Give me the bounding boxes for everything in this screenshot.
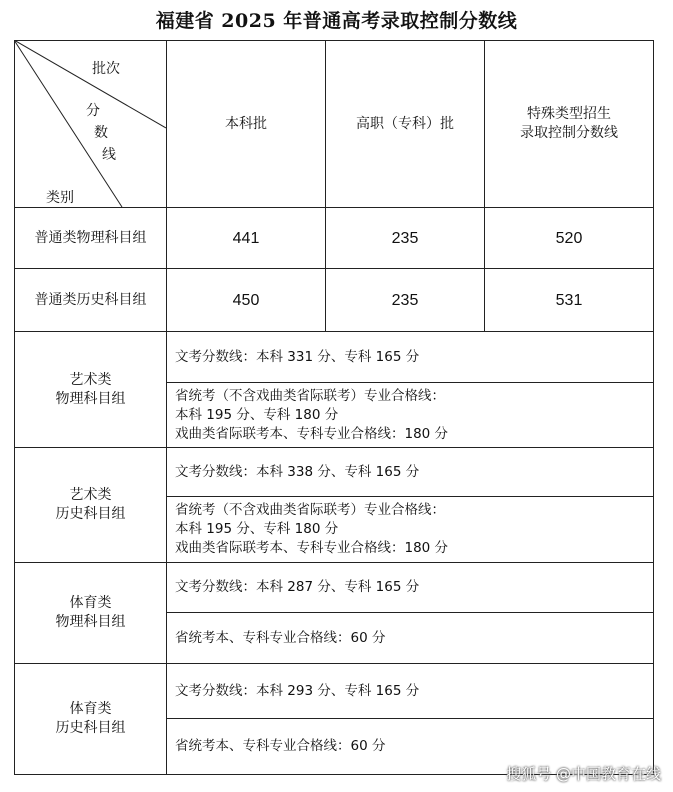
row-label: 普通类物理科目组: [34, 229, 147, 246]
watermark: 搜狐号 @中国教育在线: [506, 765, 661, 783]
score-value: 235: [391, 229, 419, 247]
score-value: 235: [391, 291, 419, 309]
culture-score-line: 文考分数线：本科 331 分、专科 165 分: [175, 348, 420, 365]
score-value: 441: [232, 229, 260, 247]
group-label: 体育类 物理科目组: [55, 595, 126, 630]
corner-score-label: 数: [94, 125, 108, 141]
culture-score-line: 文考分数线：本科 338 分、专科 165 分: [175, 463, 420, 480]
professional-score-lines: 省统考（不含戏曲类省际联考）专业合格线： 本科 195 分、专科 180 分 戏曲类省际联考本、专科专业合格线：180 分: [175, 387, 449, 442]
group-label: 艺术类 物理科目组: [55, 371, 126, 407]
corner-diagonals: [14, 40, 166, 207]
group-label: 体育类 历史科目组: [55, 701, 126, 736]
score-value: 531: [555, 291, 583, 309]
page-title: 福建省 2025 年普通高考录取控制分数线: [155, 10, 518, 32]
column-header-special: 特殊类型招生 录取控制分数线: [520, 106, 618, 141]
score-value: 520: [555, 229, 583, 247]
corner-category-label: 类别: [46, 190, 74, 206]
culture-score-line: 文考分数线：本科 293 分、专科 165 分: [175, 682, 420, 699]
column-header-vocational: 高职（专科）批: [356, 115, 454, 132]
culture-score-line: 文考分数线：本科 287 分、专科 165 分: [175, 579, 420, 595]
group-label: 艺术类 历史科目组: [55, 487, 126, 522]
corner-score-label: 分: [86, 103, 100, 119]
professional-score-lines: 省统考（不含戏曲类省际联考）专业合格线： 本科 195 分、专科 180 分 戏曲类省际联考本、专科专业合格线：180 分: [175, 502, 449, 556]
professional-score-lines: 省统考本、专科专业合格线：60 分: [175, 738, 386, 754]
rule: [653, 40, 654, 775]
score-value: 450: [232, 291, 260, 309]
corner-score-label: 线: [102, 147, 116, 163]
column-header-undergrad: 本科批: [225, 115, 267, 132]
corner-batch-label: 批次: [92, 61, 120, 77]
row-label: 普通类历史科目组: [34, 291, 147, 308]
professional-score-lines: 省统考本、专科专业合格线：60 分: [175, 629, 386, 646]
